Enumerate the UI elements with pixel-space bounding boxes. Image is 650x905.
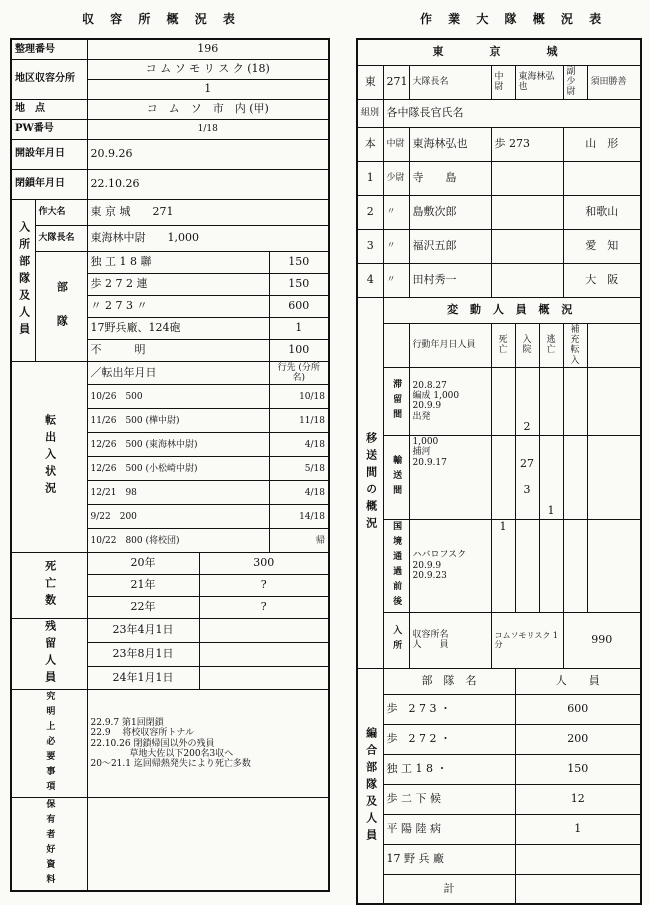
right-table-title: 作 業 大 隊 概 況 表 (420, 12, 608, 26)
company-id: 2 (357, 195, 383, 229)
transfer-dest: 14/18 (269, 505, 329, 529)
transfer-dest: 5/18 (269, 457, 329, 481)
transfer-note: (将校団) (145, 535, 180, 546)
company-id: 1 (357, 161, 383, 195)
label-district: 地区収容分所 (11, 59, 87, 99)
transit-supplement (563, 519, 587, 612)
section-entering-units: 入所部隊及人員 (11, 199, 35, 361)
transfer-count: 98 (125, 487, 137, 498)
value-district: コ ム ソ モ リ ス ク (18) (87, 59, 329, 79)
unit-name: 歩 2 7 2 連 (87, 273, 269, 295)
remaining-date: 23年8月1日 (87, 642, 199, 666)
company-id: 3 (357, 229, 383, 263)
header-destination: 行先 (分所名) (269, 361, 329, 385)
label-battalion-name: 大隊長名 (409, 65, 491, 99)
value-opened: 20.9.26 (87, 139, 329, 169)
value-location: コ ム ソ 市 内 (甲) (87, 99, 329, 119)
company-unit (491, 263, 563, 297)
company-rank: 〃 (383, 263, 409, 297)
death-count: 300 (199, 553, 329, 575)
transfer-count: 800 (125, 535, 143, 546)
company-leader: 田村秀一 (409, 263, 491, 297)
transfer-dest: 4/18 (269, 433, 329, 457)
label-camp-name: 収容所名 (412, 630, 449, 641)
value-pw: 1/18 (87, 119, 329, 139)
value-camp-headcount: 990 (563, 612, 641, 668)
composition-unit: 独 工 1 8 ・ (383, 754, 515, 784)
section-holders: 保有者好資料 (11, 798, 87, 892)
header-unit-count: 人 員 (515, 668, 641, 694)
remaining-date: 23年4月1日 (87, 619, 199, 643)
company-unit (491, 229, 563, 263)
value-sakutai: 東 京 城 271 (87, 199, 329, 225)
unit-name: 不 明 (87, 339, 269, 361)
company-place: 山 形 (563, 127, 641, 161)
total-label: 計 (383, 874, 515, 904)
composition-unit: 歩 二 下 候 (383, 784, 515, 814)
transit-death: 1 (491, 519, 515, 612)
transfer-dest: 11/18 (269, 409, 329, 433)
camp-overview-table (10, 38, 330, 892)
unit-name: 〃 2 7 3 〃 (87, 295, 269, 317)
transit-detail: 1,000 捕河 20.9.17 (409, 435, 491, 519)
deputy-name: 須田勝善 (587, 65, 641, 99)
transit-detail: ハバロフスク 20.9.9 20.9.23 (409, 519, 491, 612)
transfer-date: 10/22 (90, 535, 117, 546)
transit-escape (539, 367, 563, 435)
header-transfer-date: ／転出年月日 (87, 361, 269, 385)
transfer-note: (小松崎中尉) (145, 463, 198, 474)
company-id: 本 (357, 127, 383, 161)
company-rank: 〃 (383, 229, 409, 263)
value-subcamp: 1 (87, 79, 329, 99)
composition-count: 150 (515, 754, 641, 784)
transfer-dest: 10/18 (269, 385, 329, 409)
composition-unit: 17 野 兵 廠 (383, 844, 515, 874)
company-leader: 寺 島 (409, 161, 491, 195)
label-camp-entry: 入所 (383, 612, 409, 668)
unit-name: 17野兵廠、124砲 (87, 317, 269, 339)
label-closed: 閉鎖年月日 (11, 169, 87, 199)
transit-death (491, 367, 515, 435)
death-year: 20年 (87, 553, 199, 575)
section-composition: 編合部隊及人員 (357, 668, 383, 904)
row-serial (11, 39, 329, 59)
investigation-notes: 22.9.7 第1回閉鎖 22.9 将校収容所トナル 22.10.26 閉鎖帰国以外の残員 草地大佐以下200名3収へ 20〜21.1 迄回帰熱発失により死亡多数 (87, 690, 329, 798)
row-pw (11, 119, 329, 139)
label-sakutai: 作大名 (35, 199, 87, 225)
transit-death (491, 435, 515, 519)
composition-unit: 歩 2 7 2 ・ (383, 724, 515, 754)
label-serial: 整理番号 (11, 39, 87, 59)
header-escape: 逃亡 (539, 323, 563, 367)
deputy-rank: 副少尉 (563, 65, 587, 99)
transit-hospital: 2 (515, 367, 539, 435)
header-company-leaders: 各中隊長官氏名 (383, 99, 641, 127)
transit-detail: 20.8.27 編成 1,000 20.9.9 出発 (409, 367, 491, 435)
battalion-leader-name: 東海林弘也 (515, 65, 563, 99)
transfer-date: 12/21 (90, 487, 117, 498)
section-transit-status: 移送間の概況 (357, 297, 383, 668)
left-table-title: 収 容 所 概 況 表 (82, 12, 241, 26)
header-action: 行動年月日人員 (409, 323, 491, 367)
transit-row-label: 国境通過前後 (383, 519, 409, 612)
row-opened (11, 139, 329, 169)
section-deaths: 死亡数 (11, 553, 87, 619)
transit-hospital (515, 519, 539, 612)
section-investigation: 究明上必要事項 (11, 690, 87, 798)
composition-unit: 平 陽 陸 病 (383, 814, 515, 844)
section-remaining: 残留人員 (11, 619, 87, 690)
transfer-count: 500 (125, 391, 143, 402)
company-leader: 東海林弘也 (409, 127, 491, 161)
header-supplement: 補充転入 (563, 323, 587, 367)
company-unit: 歩 273 (491, 127, 563, 161)
battalion-overview-table (356, 38, 642, 905)
transit-row-label: 滞留間 (383, 367, 409, 435)
label-location: 地 点 (11, 99, 87, 119)
death-count: ? (199, 575, 329, 597)
death-count: ? (199, 597, 329, 619)
header-death: 死亡 (491, 323, 515, 367)
composition-count: 1 (515, 814, 641, 844)
company-rank: 中尉 (383, 127, 409, 161)
company-unit (491, 161, 563, 195)
unit-count: 150 (269, 273, 329, 295)
transfer-date: 9/22 (90, 511, 111, 522)
row-location (11, 99, 329, 119)
company-leader: 島敷次郎 (409, 195, 491, 229)
unit-count: 1 (269, 317, 329, 339)
transfer-date: 12/26 (90, 439, 117, 450)
row-district (11, 59, 329, 79)
company-id: 4 (357, 263, 383, 297)
composition-count (515, 844, 641, 874)
battalion-leader-rank: 中尉 (491, 65, 515, 99)
label-group: 組別 (357, 99, 383, 127)
transit-supplement (563, 435, 587, 519)
transfer-count: 500 (125, 439, 143, 450)
remaining-date: 24年1月1日 (87, 666, 199, 690)
transfer-note: (東海林中尉) (145, 439, 198, 450)
transfer-note: (樺中尉) (145, 415, 180, 426)
company-unit (491, 195, 563, 229)
label-pw: PW番号 (11, 119, 87, 139)
composition-unit: 歩 2 7 3 ・ (383, 694, 515, 724)
header-hospital: 入院 (515, 323, 539, 367)
holders-value (87, 798, 329, 892)
transfer-count: 200 (119, 511, 137, 522)
death-year: 21年 (87, 575, 199, 597)
transfer-dest: 4/18 (269, 481, 329, 505)
company-place: 大 阪 (563, 263, 641, 297)
transit-row-label: 輸送間 (383, 435, 409, 519)
unit-count: 150 (269, 251, 329, 273)
transfer-count: 500 (125, 415, 143, 426)
header-unit-name: 部 隊 名 (383, 668, 515, 694)
battalion-city: 東 京 城 (357, 39, 641, 65)
label-units: 部 隊 (35, 251, 87, 361)
remaining-count (199, 642, 329, 666)
row-closed (11, 169, 329, 199)
company-place: 愛 知 (563, 229, 641, 263)
unit-count: 600 (269, 295, 329, 317)
remaining-count (199, 666, 329, 690)
transit-title: 変 動 人 員 概 況 (383, 297, 641, 323)
label-opened: 開設年月日 (11, 139, 87, 169)
transfer-count: 500 (125, 463, 143, 474)
company-rank: 〃 (383, 195, 409, 229)
total-value (515, 874, 641, 904)
company-place: 和歌山 (563, 195, 641, 229)
label-headcount: 人 員 (412, 640, 449, 651)
composition-count: 12 (515, 784, 641, 814)
value-serial: 196 (87, 39, 329, 59)
transit-hospital: 27 3 (515, 435, 539, 519)
composition-count: 200 (515, 724, 641, 754)
value-battalion-leader: 東海林中尉 1,000 (87, 225, 329, 251)
company-leader: 福沢五郎 (409, 229, 491, 263)
remaining-count (199, 619, 329, 643)
transfer-date: 12/26 (90, 463, 117, 474)
transfer-dest: 帰 (269, 529, 329, 553)
transit-supplement (563, 367, 587, 435)
section-transfers: 転出入状況 (11, 361, 87, 553)
company-rank: 少尉 (383, 161, 409, 195)
unit-name: 独 工 1 8 聯 (87, 251, 269, 273)
label-battalion-leader: 大隊長名 (35, 225, 87, 251)
unit-count: 100 (269, 339, 329, 361)
transit-escape (539, 519, 563, 612)
value-camp-name: コムソモリスク 1分 (491, 612, 563, 668)
company-place (563, 161, 641, 195)
death-year: 22年 (87, 597, 199, 619)
composition-count: 600 (515, 694, 641, 724)
transit-escape: 1 (539, 435, 563, 519)
value-closed: 22.10.26 (87, 169, 329, 199)
transfer-date: 11/26 (90, 415, 117, 426)
label-east: 東 (357, 65, 383, 99)
value-east-number: 271 (383, 65, 409, 99)
transfer-date: 10/26 (90, 391, 117, 402)
